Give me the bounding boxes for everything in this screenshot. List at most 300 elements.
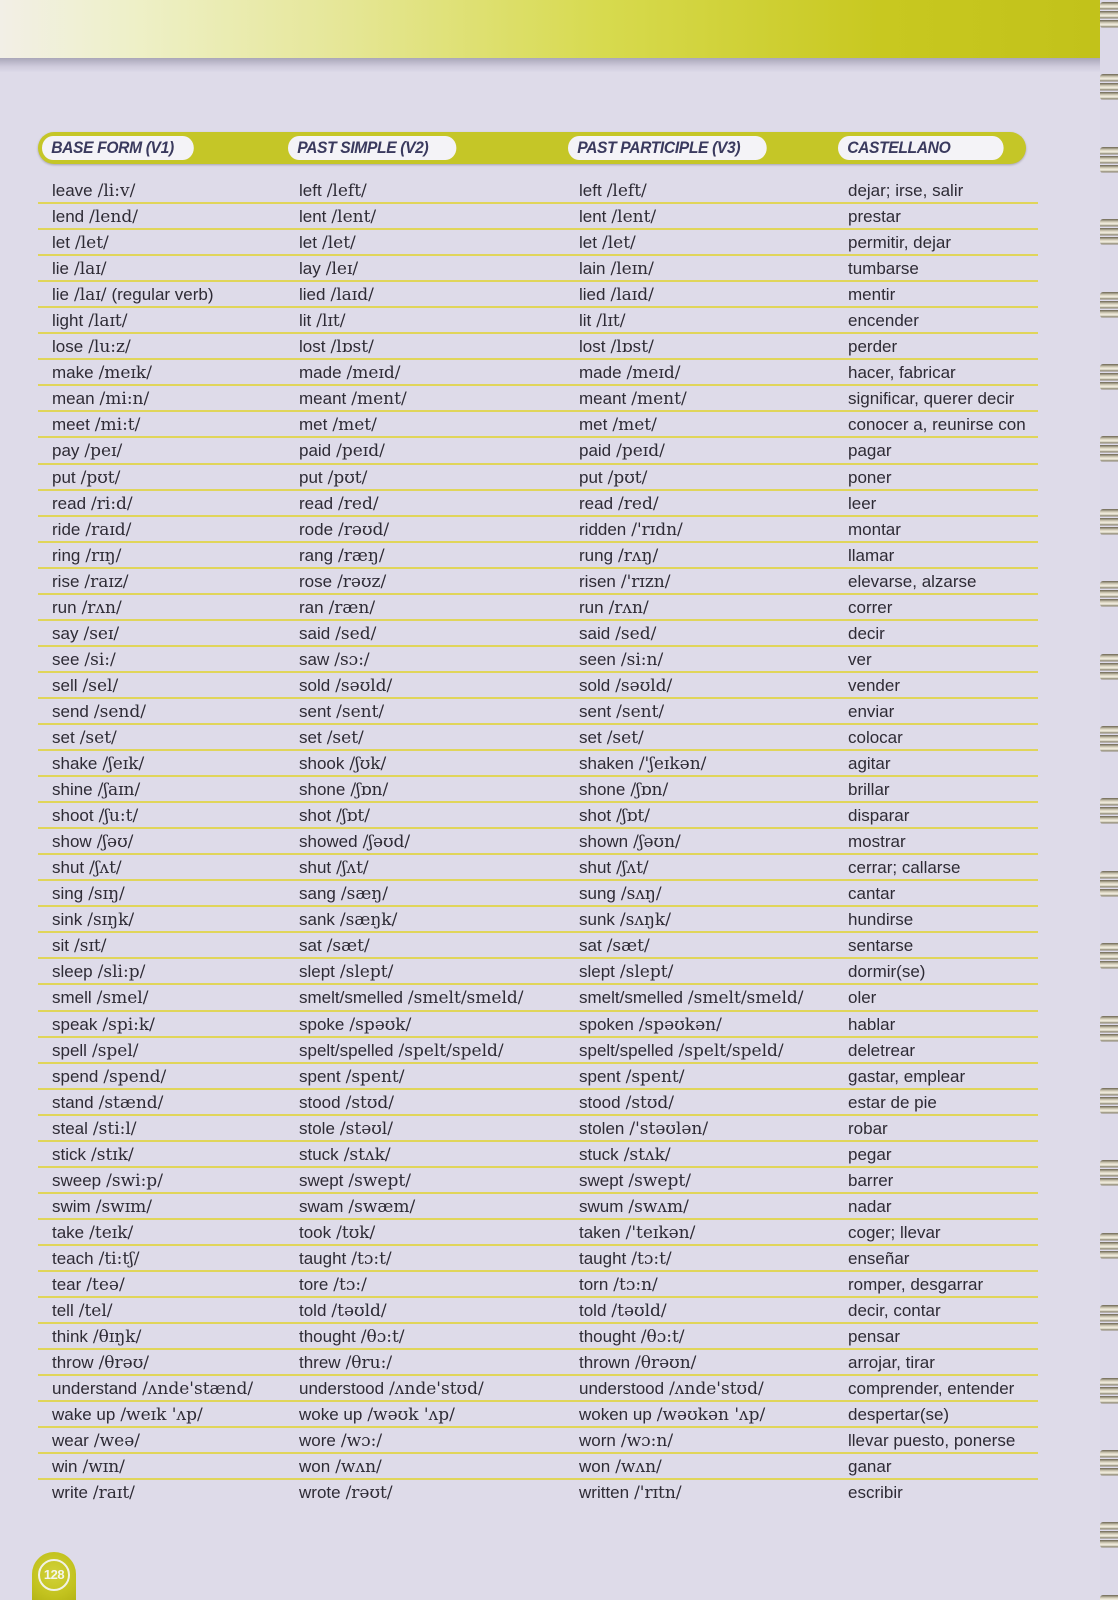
spanish-translation-cell: escribir (848, 1483, 903, 1503)
verb-form: let (299, 233, 317, 253)
phonetic-transcription: /leɪn/ (610, 259, 654, 280)
past-participle-cell (579, 1144, 671, 1166)
verb-form: said (579, 623, 611, 643)
verb-form: stolen (579, 1118, 625, 1138)
spiral-binding (1092, 0, 1118, 1600)
table-row (38, 803, 1038, 829)
table-row (38, 1246, 1038, 1272)
phonetic-transcription: /rʌn/ (608, 597, 649, 618)
verb-form: shake (52, 754, 98, 774)
spanish-translation-cell: brillar (848, 780, 890, 800)
base-form-cell (52, 284, 214, 306)
verb-form: speak (52, 1014, 98, 1034)
phonetic-transcription: /stɪk/ (91, 1144, 134, 1165)
verb-form: lose (52, 337, 84, 357)
base-form-cell (52, 1352, 149, 1374)
verb-form: sank (299, 910, 335, 930)
base-form-cell (52, 1144, 134, 1166)
table-row (38, 1116, 1038, 1142)
verb-form: pay (52, 441, 80, 461)
spanish-translation-cell: agitar (848, 754, 891, 774)
spanish-translation-cell: arrojar, tirar (848, 1353, 935, 1373)
past-participle-cell (579, 1404, 765, 1426)
verb-form: worn (579, 1431, 616, 1451)
past-simple-cell (299, 649, 370, 671)
table-row (38, 230, 1038, 256)
table-row (38, 777, 1038, 803)
verb-form: lit (579, 311, 592, 331)
verb-form: sung (579, 884, 616, 904)
verb-form: stole (299, 1118, 335, 1138)
verb-form: meet (52, 415, 90, 435)
past-simple-cell (299, 1196, 415, 1218)
past-participle-cell (579, 1014, 722, 1036)
phonetic-transcription: /lɒst/ (610, 337, 654, 358)
verb-form: said (299, 623, 331, 643)
past-simple-cell (299, 1092, 394, 1114)
table-row (38, 1142, 1038, 1168)
verb-form: tear (52, 1274, 82, 1294)
phonetic-transcription: /ʃʌt/ (336, 858, 369, 879)
verb-form: woke up (299, 1405, 363, 1425)
verb-form: meant (579, 389, 627, 409)
past-participle-cell (579, 388, 687, 410)
binding-ring (1100, 1595, 1118, 1600)
past-participle-cell (579, 336, 654, 358)
binding-ring (1100, 1522, 1118, 1548)
past-simple-cell (299, 1352, 392, 1374)
base-form-cell (52, 805, 138, 827)
past-simple-cell (299, 1326, 405, 1348)
phonetic-transcription: /spend/ (103, 1066, 167, 1087)
phonetic-transcription: /raɪz/ (84, 571, 129, 592)
verb-form: shoot (52, 806, 94, 826)
verb-form: taught (299, 1248, 347, 1268)
past-participle-cell (579, 467, 647, 489)
spanish-translation-cell: montar (848, 519, 901, 539)
phonetic-transcription: /səʊld/ (615, 675, 673, 696)
verb-form: thrown (579, 1353, 631, 1373)
phonetic-transcription: /ʃɒt/ (336, 806, 370, 827)
verb-form: run (52, 597, 77, 617)
phonetic-transcription: /spent/ (345, 1066, 405, 1087)
phonetic-transcription: /sɪŋk/ (87, 910, 135, 931)
phonetic-transcription: /wɪn/ (82, 1457, 125, 1478)
binding-ring (1100, 292, 1118, 318)
past-participle-cell (579, 649, 663, 671)
past-simple-cell (299, 1482, 393, 1504)
spanish-translation-cell: pagar (848, 441, 892, 461)
table-row (38, 673, 1038, 699)
spanish-translation-cell: deletrear (848, 1040, 916, 1060)
verb-form: rang (299, 545, 334, 565)
past-participle-cell (579, 727, 644, 749)
past-simple-cell (299, 1456, 382, 1478)
verb-form: win (52, 1457, 78, 1477)
base-form-cell (52, 1118, 137, 1140)
phonetic-transcription: /left/ (326, 181, 367, 201)
phonetic-transcription: /let/ (321, 233, 356, 254)
verb-form: sink (52, 910, 83, 930)
phonetic-transcription: /si:/ (84, 649, 116, 670)
phonetic-transcription: /mi:t/ (94, 415, 141, 436)
verb-form: spend (52, 1066, 99, 1086)
past-participle-cell (579, 987, 804, 1009)
verb-form: taken (579, 1222, 621, 1242)
base-form-cell (52, 1222, 133, 1244)
table-row (38, 647, 1038, 673)
base-form-cell (52, 1066, 166, 1088)
past-simple-cell (299, 935, 370, 957)
phonetic-transcription: /meɪd/ (626, 363, 681, 384)
phonetic-transcription: /ʃəʊd/ (362, 832, 411, 853)
verb-form: risen (579, 571, 616, 591)
verb-form: met (579, 415, 608, 435)
phonetic-transcription: /pʊt/ (607, 467, 648, 488)
phonetic-transcription: /met/ (332, 415, 377, 436)
base-form-cell (52, 362, 152, 384)
phonetic-transcription: /met/ (612, 415, 657, 436)
past-participle-cell (579, 1352, 696, 1374)
past-participle-cell (579, 1222, 695, 1244)
binding-ring (1100, 1305, 1118, 1331)
binding-ring (1100, 147, 1118, 173)
table-row (38, 595, 1038, 621)
phonetic-transcription: /rəʊt/ (345, 1483, 393, 1504)
past-participle-cell (579, 1456, 662, 1478)
verb-form: light (52, 311, 84, 331)
verb-form: smell (52, 988, 92, 1008)
past-simple-cell (299, 232, 356, 254)
verb-form: sold (299, 675, 331, 695)
past-simple-cell (299, 414, 377, 436)
past-simple-cell (299, 1014, 411, 1036)
verb-form: lain (579, 259, 606, 279)
verb-form: shot (299, 806, 332, 826)
verb-form: ran (299, 597, 324, 617)
past-simple-cell (299, 388, 407, 410)
past-simple-cell (299, 883, 388, 905)
phonetic-transcription: /wɔ:n/ (620, 1431, 674, 1452)
verb-form: rode (299, 519, 334, 539)
verb-form: thought (299, 1327, 356, 1347)
phonetic-transcription: /swept/ (628, 1170, 691, 1191)
phonetic-transcription: /sʌŋ/ (620, 884, 662, 905)
verb-form: told (579, 1301, 607, 1321)
spanish-translation-cell: colocar (848, 727, 903, 747)
spanish-translation-cell: ganar (848, 1457, 892, 1477)
spanish-translation-cell: pensar (848, 1327, 900, 1347)
phonetic-transcription: /weə/ (93, 1431, 140, 1452)
binding-ring (1100, 1160, 1118, 1186)
past-simple-cell (299, 1144, 391, 1166)
past-participle-cell (579, 362, 681, 384)
verb-form: lie (52, 259, 70, 279)
past-participle-cell (579, 883, 662, 905)
phonetic-transcription: /laɪ/ (74, 285, 107, 306)
past-simple-cell (299, 258, 358, 280)
past-simple-cell (299, 519, 389, 541)
phonetic-transcription: /təʊld/ (611, 1301, 667, 1322)
phonetic-transcription: /spi:k/ (102, 1014, 155, 1035)
verb-form: teach (52, 1248, 94, 1268)
table-row (38, 438, 1038, 464)
phonetic-transcription: /smel/ (96, 988, 149, 1009)
phonetic-transcription: /meɪd/ (346, 363, 401, 384)
phonetic-transcription: /ʃu:t/ (98, 806, 139, 827)
spanish-translation-cell: cerrar; callarse (848, 858, 961, 878)
phonetic-transcription: /ʌnde'stʊd/ (669, 1379, 764, 1400)
past-participle-cell (579, 1482, 682, 1504)
past-participle-cell (579, 206, 656, 228)
phonetic-transcription: /lɪt/ (316, 311, 346, 332)
past-simple-cell (299, 284, 374, 306)
table-row (38, 491, 1038, 517)
verb-form: rise (52, 571, 80, 591)
phonetic-transcription: /let/ (74, 233, 109, 254)
verb-form: show (52, 832, 92, 852)
phonetic-transcription: /weɪk 'ʌp/ (120, 1405, 203, 1426)
table-row (38, 1272, 1038, 1298)
verb-form: told (299, 1301, 327, 1321)
base-form-cell (52, 1248, 140, 1270)
verb-form: steal (52, 1118, 88, 1138)
phonetic-transcription: /rʌn/ (81, 597, 122, 618)
phonetic-transcription: /sɪŋ/ (88, 884, 125, 905)
verb-form: lent (299, 207, 327, 227)
verb-form: threw (299, 1353, 341, 1373)
phonetic-transcription: /səʊld/ (335, 675, 393, 696)
spanish-translation-cell: mostrar (848, 832, 906, 852)
table-row (38, 178, 1038, 204)
past-simple-cell (299, 701, 384, 723)
phonetic-transcription: /tʊk/ (336, 1222, 376, 1243)
phonetic-transcription: /laɪd/ (330, 285, 374, 306)
base-form-cell (52, 519, 131, 541)
phonetic-transcription: /ʌnde'stʊd/ (389, 1379, 484, 1400)
verb-form: send (52, 701, 89, 721)
irregular-verbs-table (38, 178, 1038, 1506)
verb-form: torn (579, 1274, 609, 1294)
phonetic-transcription: /θru:/ (345, 1353, 393, 1374)
verb-form: swept (579, 1170, 624, 1190)
phonetic-transcription: /'ʃeɪkən/ (638, 754, 707, 775)
table-row (38, 1012, 1038, 1038)
verb-form: wear (52, 1431, 89, 1451)
phonetic-transcription: /let/ (601, 233, 636, 254)
spanish-translation-cell: enviar (848, 701, 895, 721)
table-row (38, 621, 1038, 647)
verb-form: sent (579, 701, 612, 721)
base-form-cell (52, 1014, 155, 1036)
verb-form: lied (299, 285, 326, 305)
past-participle-cell (579, 1378, 764, 1400)
phonetic-transcription: /sæt/ (606, 936, 650, 957)
spanish-translation-cell: comprender, entender (848, 1379, 1015, 1399)
base-form-cell (52, 467, 120, 489)
past-participle-cell (579, 753, 706, 775)
phonetic-transcription: /ti:tʃ/ (98, 1248, 140, 1269)
spanish-translation-cell: decir, contar (848, 1301, 941, 1321)
spanish-translation-cell: barrer (848, 1170, 894, 1190)
verb-form: spent (579, 1066, 621, 1086)
verb-form: rung (579, 545, 614, 565)
spanish-translation-cell: cantar (848, 884, 896, 904)
binding-ring (1100, 943, 1118, 969)
past-simple-cell (299, 1170, 411, 1192)
top-band-shadow (0, 58, 1100, 72)
phonetic-transcription: /lɪt/ (596, 311, 626, 332)
past-simple-cell (299, 467, 367, 489)
verb-form: sat (579, 936, 602, 956)
past-participle-cell (579, 779, 668, 801)
base-form-cell (52, 1274, 125, 1296)
phonetic-transcription: /teə/ (86, 1274, 125, 1295)
spanish-translation-cell: oler (848, 988, 877, 1008)
base-form-cell (52, 961, 145, 983)
base-form-cell (52, 1378, 253, 1400)
phonetic-transcription: /θɪŋk/ (92, 1327, 142, 1348)
phonetic-transcription: /leɪ/ (325, 259, 359, 280)
table-row (38, 1402, 1038, 1428)
spanish-translation-cell: tumbarse (848, 259, 919, 279)
spanish-translation-cell: hacer, fabricar (848, 363, 956, 383)
past-participle-cell (579, 857, 649, 879)
binding-ring (1100, 219, 1118, 245)
base-form-cell (52, 1404, 203, 1426)
base-form-cell (52, 258, 106, 280)
phonetic-transcription: /sɔ:/ (334, 649, 370, 670)
binding-ring (1100, 436, 1118, 462)
table-row (38, 933, 1038, 959)
verb-form: understood (579, 1379, 665, 1399)
table-row (38, 725, 1038, 751)
phonetic-transcription: /ræn/ (328, 597, 376, 618)
table-row (38, 1376, 1038, 1402)
past-simple-cell (299, 727, 364, 749)
past-simple-cell (299, 336, 374, 358)
table-row (38, 1350, 1038, 1376)
phonetic-transcription: /swi:p/ (106, 1170, 163, 1191)
verb-form: lost (299, 337, 326, 357)
verb-form: smelt/smelled (299, 988, 403, 1008)
verb-form: shut (299, 858, 332, 878)
verb-form: write (52, 1483, 88, 1503)
phonetic-transcription: /lent/ (611, 207, 657, 228)
base-form-cell (52, 1456, 125, 1478)
past-simple-cell (299, 493, 379, 515)
binding-ring (1100, 1088, 1118, 1114)
past-participle-cell (579, 675, 672, 697)
base-form-cell (52, 909, 134, 931)
phonetic-transcription: /sɪt/ (74, 936, 107, 957)
base-form-cell (52, 1482, 135, 1504)
past-participle-cell (579, 1118, 708, 1140)
past-participle-cell (579, 1170, 691, 1192)
verb-form: stick (52, 1144, 86, 1164)
spanish-translation-cell: leer (848, 493, 877, 513)
phonetic-transcription: /li:v/ (97, 181, 136, 201)
past-participle-cell (579, 1040, 784, 1062)
phonetic-transcription: /'teɪkən/ (625, 1222, 696, 1243)
verb-form: run (579, 597, 604, 617)
phonetic-transcription: /ʃɒn/ (350, 780, 389, 801)
verb-form: taught (579, 1248, 627, 1268)
table-row (38, 1194, 1038, 1220)
verb-form: slept (299, 962, 335, 982)
spanish-translation-cell: ver (848, 649, 872, 669)
verb-form: lit (299, 311, 312, 331)
table-row (38, 1428, 1038, 1454)
table-row (38, 1038, 1038, 1064)
verb-form: woken up (579, 1405, 652, 1425)
verb-form: see (52, 649, 80, 669)
phonetic-transcription: /teɪk/ (89, 1222, 134, 1243)
spanish-translation-cell: robar (848, 1118, 888, 1138)
verb-form: spelt/spelled (579, 1040, 674, 1060)
spanish-translation-cell: llamar (848, 545, 895, 565)
past-participle-cell (579, 284, 654, 306)
verb-form: ring (52, 545, 81, 565)
phonetic-transcription: /laɪd/ (610, 285, 654, 306)
table-row (38, 334, 1038, 360)
phonetic-transcription: /smelt/smeld/ (407, 988, 524, 1009)
spanish-translation-cell: conocer a, reunirse con (848, 415, 1026, 435)
verb-form: shut (52, 858, 85, 878)
verb-form: sing (52, 884, 84, 904)
past-participle-cell (579, 180, 647, 202)
phonetic-transcription: /stʊd/ (625, 1092, 675, 1113)
base-form-cell (52, 779, 140, 801)
binding-ring (1100, 1378, 1118, 1404)
base-form-cell (52, 701, 146, 723)
verb-form: stuck (579, 1144, 619, 1164)
verb-form: put (299, 467, 323, 487)
base-form-cell (52, 440, 122, 462)
verb-form: sold (579, 675, 611, 695)
verb-form: lent (579, 207, 607, 227)
verb-form: shown (579, 832, 629, 852)
verb-form: swam (299, 1196, 344, 1216)
phonetic-transcription: /ʃʌt/ (89, 858, 122, 879)
phonetic-transcription: /rəʊd/ (338, 519, 390, 540)
phonetic-transcription: /wʌn/ (615, 1457, 662, 1478)
past-simple-cell (299, 440, 385, 462)
verb-form: made (579, 363, 622, 383)
spanish-translation-cell: nadar (848, 1196, 892, 1216)
past-simple-cell (299, 961, 393, 983)
verb-form: let (52, 233, 70, 253)
verb-form: throw (52, 1353, 94, 1373)
verb-form: leave (52, 181, 93, 200)
verb-form: shaken (579, 754, 634, 774)
past-participle-cell (579, 545, 658, 567)
verb-form: set (299, 727, 322, 747)
base-form-cell (52, 493, 133, 515)
verb-form: made (299, 363, 342, 383)
table-row (38, 465, 1038, 491)
phonetic-transcription: /set/ (79, 727, 117, 748)
spanish-translation-cell: hundirse (848, 910, 914, 930)
verb-form: let (579, 233, 597, 253)
phonetic-transcription: /tɔ:t/ (631, 1248, 672, 1269)
verb-form: think (52, 1327, 88, 1347)
past-simple-cell (299, 857, 369, 879)
phonetic-transcription: /peɪd/ (336, 441, 385, 462)
phonetic-transcription: /lu:z/ (88, 337, 131, 358)
binding-ring (1100, 654, 1118, 680)
verb-form: sang (299, 884, 336, 904)
